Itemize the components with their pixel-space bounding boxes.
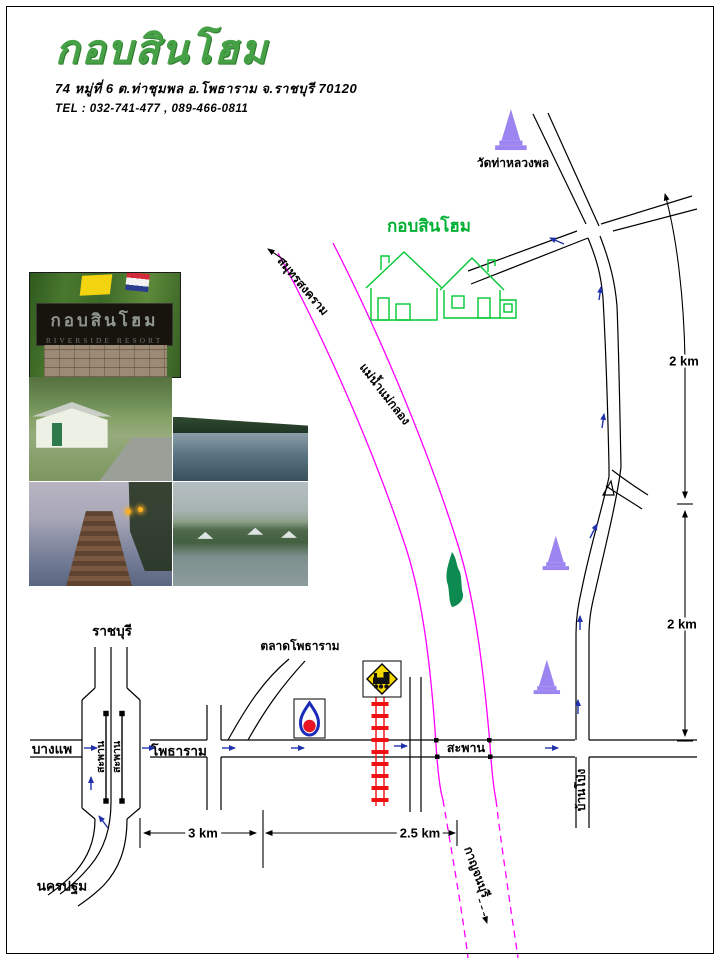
town-ban-pong: บ้านโป่ง bbox=[574, 768, 588, 812]
river bbox=[278, 243, 518, 958]
overpass-label-right: สะพาน bbox=[110, 740, 123, 774]
phone-line: TEL : 032-741-477 , 089-466-0811 bbox=[55, 103, 249, 115]
address-line: 74 หมู่ที่ 6 ต.ท่าชุมพล อ.โพธาราม จ.ราชบุรี 70120 bbox=[55, 81, 358, 96]
distance-3km: 3 km bbox=[185, 827, 221, 840]
bridge-label: สะพาน bbox=[444, 742, 488, 755]
resort-map-label: กอบสินโฮม bbox=[386, 216, 472, 236]
railroad-crossing-sign-icon bbox=[363, 661, 401, 697]
railroad-track bbox=[372, 697, 389, 806]
measurements bbox=[140, 194, 693, 868]
upstream-label: กาญจนบุรี bbox=[461, 844, 493, 900]
river-name-label: แม่น้ำแม่กลอง bbox=[356, 360, 414, 428]
town-photharam: โพธาราม bbox=[151, 743, 207, 759]
river-island bbox=[446, 552, 463, 607]
page-title: กอบสินโฮม bbox=[55, 28, 269, 72]
downstream-label: สมุทรสงคราม bbox=[274, 253, 332, 319]
upstream-arrow bbox=[479, 899, 487, 923]
town-ratchaburi: ราชบุรี bbox=[92, 623, 132, 639]
town-bang-phae: บางแพ bbox=[31, 741, 73, 757]
ptt-station-icon bbox=[294, 699, 325, 738]
temple-icon bbox=[495, 109, 569, 694]
roads bbox=[30, 113, 697, 906]
market-label: ตลาดโพธาราม bbox=[260, 639, 340, 653]
signboard-english-name: RIVERSIDE RESORT bbox=[45, 336, 164, 346]
overpass-label-left: สะพาน bbox=[94, 740, 107, 774]
distance-2km-lower: 2 km bbox=[664, 618, 700, 631]
signboard-thai-name: กอบสินโฮม bbox=[50, 311, 159, 331]
distance-2-5km: 2.5 km bbox=[397, 827, 443, 840]
town-nakhon-pathom: นครปฐม bbox=[36, 878, 88, 894]
temple-label: วัดท่าหลวงพล bbox=[476, 156, 550, 170]
distance-2km-upper: 2 km bbox=[666, 355, 702, 368]
